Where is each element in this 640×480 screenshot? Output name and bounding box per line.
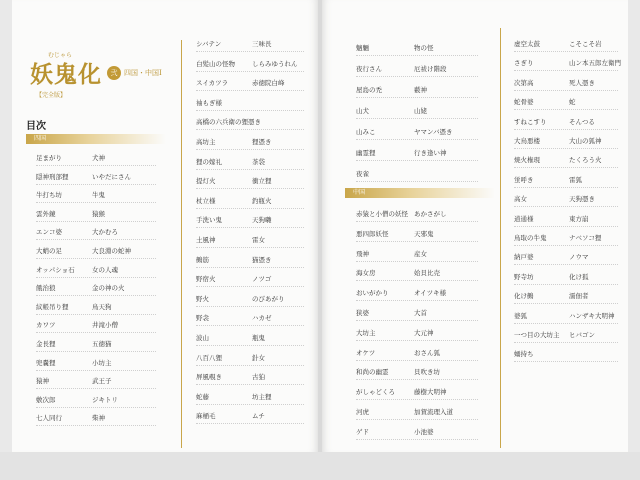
toc-row-divider: [514, 148, 618, 149]
toc-row-divider: [356, 439, 478, 440]
section-bar-shikoku: [26, 134, 166, 144]
toc-entry[interactable]: オイツキ様: [414, 289, 447, 298]
toc-row-divider: [514, 303, 618, 304]
toc-row-divider: [36, 277, 156, 278]
toc-entry[interactable]: おさん狐: [414, 348, 440, 357]
toc-entry[interactable]: 猿神: [36, 377, 49, 386]
toc-entry[interactable]: 高女: [514, 195, 527, 204]
toc-entry[interactable]: 幽霊狸: [356, 149, 376, 157]
toc-entry[interactable]: 鳥取の牛鬼: [514, 234, 547, 242]
toc-row-divider: [196, 51, 304, 52]
page-bottom-edge: [0, 452, 640, 480]
toc-entry[interactable]: 蛹持ち: [514, 350, 534, 359]
toc-entry[interactable]: 三味長: [252, 40, 272, 48]
toc-row-divider: [356, 118, 478, 119]
toc-entry[interactable]: 厄祓け階段: [414, 65, 447, 73]
toc-entry[interactable]: 犬神: [92, 154, 105, 162]
toc-entry[interactable]: 猿猴: [92, 209, 105, 218]
toc-entry[interactable]: 化け鵺: [514, 292, 534, 301]
toc-entry[interactable]: ジキトリ: [92, 395, 118, 404]
toc-entry[interactable]: 和尚の幽霊: [356, 368, 389, 377]
toc-entry[interactable]: 野衾: [196, 314, 209, 323]
toc-entry[interactable]: 八百八狸: [196, 353, 222, 362]
toc-entry[interactable]: 焼火権現: [514, 156, 540, 165]
toc-row-divider: [36, 184, 156, 185]
toc-entry[interactable]: 天狗憑き: [569, 195, 595, 204]
toc-entry[interactable]: のびあがり: [252, 294, 285, 303]
toc-entry[interactable]: 飛神: [356, 249, 369, 258]
toc-row-divider: [196, 208, 304, 209]
toc-entry[interactable]: 産女: [414, 249, 427, 258]
toc-entry[interactable]: 物の怪: [414, 44, 434, 52]
toc-row-divider: [36, 202, 156, 203]
toc-entry[interactable]: 狭婆: [356, 309, 369, 317]
toc-entry[interactable]: 山犬: [356, 107, 369, 115]
toc-row-divider: [196, 227, 304, 228]
toc-entry[interactable]: 茶袋: [252, 157, 265, 166]
toc-entry[interactable]: 高橋の六兵衛の狸憑き: [196, 118, 261, 127]
toc-entry[interactable]: いやだにさん: [92, 172, 131, 181]
toc-entry[interactable]: そんつる: [569, 117, 595, 126]
column-divider-left: [181, 40, 182, 448]
toc-row-divider: [356, 55, 478, 56]
toc-row-divider: [356, 160, 478, 161]
toc-entry[interactable]: 大元神: [414, 328, 434, 337]
toc-row-divider: [196, 325, 304, 326]
toc-entry[interactable]: 小池婆: [414, 427, 434, 436]
toc-entry[interactable]: 麻桶毛: [196, 412, 216, 421]
toc-entry[interactable]: 狸の嫁礼: [196, 157, 222, 166]
toc-row-divider: [196, 247, 304, 248]
toc-row-divider: [356, 139, 478, 140]
toc-row-divider: [514, 129, 618, 130]
toc-row-divider: [356, 221, 478, 222]
toc-entry[interactable]: 鳥天狗: [92, 302, 112, 311]
toc-row-divider: [514, 206, 618, 207]
toc-entry[interactable]: 貝吹き坊: [414, 368, 440, 377]
toc-row-divider: [36, 239, 156, 240]
toc-row-divider: [36, 258, 156, 259]
toc-entry[interactable]: 屋島の禿: [356, 86, 382, 94]
toc-entry[interactable]: シバテン: [196, 40, 222, 48]
toc-entry[interactable]: 金の神の火: [92, 284, 125, 293]
toc-row-divider: [356, 261, 478, 262]
toc-row-divider: [196, 384, 304, 385]
toc-entry[interactable]: 狸憑き: [252, 138, 272, 146]
toc-entry[interactable]: 牛鬼: [92, 191, 105, 200]
toc-entry[interactable]: 提灯火: [196, 177, 216, 186]
toc-entry[interactable]: がしゃどくろ: [356, 388, 395, 397]
toc-entry[interactable]: 大鳥悪楼: [514, 137, 540, 145]
toc-entry[interactable]: しらみゆうれん: [252, 59, 298, 68]
toc-entry[interactable]: 蛍呼き: [514, 175, 534, 184]
toc-row-divider: [514, 284, 618, 285]
toc-entry[interactable]: ヒバゴン: [569, 331, 595, 339]
section-bar-chugoku: [345, 188, 495, 198]
toc-row-divider: [514, 245, 618, 246]
toc-row-divider: [36, 351, 156, 352]
toc-entry[interactable]: 高坊主: [196, 138, 216, 146]
toc-entry[interactable]: 東方崩: [569, 214, 589, 223]
toc-entry[interactable]: 化け狐: [569, 272, 589, 281]
toc-entry[interactable]: 小坊主: [92, 358, 112, 367]
toc-entry[interactable]: 紋帳吊り狸: [36, 302, 69, 311]
column-divider-right: [500, 28, 501, 448]
toc-entry[interactable]: 姶貝比売: [414, 269, 440, 278]
toc-entry[interactable]: 山ン本五郎左衛門: [569, 59, 621, 68]
toc-row-divider: [514, 323, 618, 324]
toc-entry[interactable]: 野火: [196, 294, 209, 303]
toc-row-divider: [196, 286, 304, 287]
toc-row-divider: [36, 370, 156, 371]
toc-entry[interactable]: 河虎: [356, 408, 369, 416]
toc-entry[interactable]: 土風神: [196, 236, 216, 244]
toc-row-divider: [514, 361, 618, 362]
toc-entry[interactable]: 鵺筋: [196, 255, 209, 264]
toc-entry[interactable]: たくろう火: [569, 156, 602, 165]
toc-entry[interactable]: 針女: [252, 353, 265, 362]
toc-row-divider: [356, 300, 478, 301]
toc-row-divider: [356, 241, 478, 242]
toc-entry[interactable]: ノツゴ: [252, 275, 272, 284]
toc-row-divider: [36, 388, 156, 389]
toc-entry[interactable]: 道通様: [514, 214, 534, 223]
toc-row-divider: [514, 109, 618, 110]
volume-region: 四国・中国Ⅰ: [124, 69, 162, 77]
toc-row-divider: [196, 188, 304, 189]
toc-entry[interactable]: 魑魎: [356, 44, 369, 52]
toc-row-divider: [196, 129, 304, 130]
toc-entry[interactable]: 衝立狸: [252, 177, 272, 186]
toc-row-divider: [356, 399, 478, 400]
toc-row-divider: [356, 379, 478, 380]
toc-row-divider: [196, 149, 304, 150]
toc-row-divider: [36, 295, 156, 296]
toc-entry[interactable]: 夜雀: [356, 170, 369, 178]
toc-entry[interactable]: 次第高: [514, 78, 534, 87]
toc-entry[interactable]: 雲外鏡: [36, 209, 56, 218]
logo-subtitle: 【完全版】: [36, 92, 67, 99]
toc-row-divider: [356, 360, 478, 361]
toc-entry[interactable]: 猫憑き: [252, 255, 272, 264]
toc-entry[interactable]: 藤樹大明神: [414, 388, 447, 397]
toc-entry[interactable]: おいがかり: [356, 289, 389, 298]
toc-row-divider: [356, 97, 478, 98]
toc-entry[interactable]: 雷女: [252, 236, 265, 244]
toc-row-divider: [514, 342, 618, 343]
toc-entry[interactable]: 餓治狼: [36, 284, 56, 293]
toc-entry[interactable]: 金長狸: [36, 340, 56, 348]
toc-row-divider: [196, 90, 304, 91]
toc-entry[interactable]: ゲド: [356, 427, 369, 436]
toc-entry[interactable]: 大かむろ: [92, 228, 118, 237]
toc-entry[interactable]: 七人同行: [36, 414, 62, 423]
section-label-shikoku: 四国: [34, 135, 47, 142]
toc-row-divider: [196, 423, 304, 424]
toc-entry[interactable]: 坊主狸: [252, 392, 272, 401]
toc-row-divider: [356, 280, 478, 281]
toc-row-divider: [196, 71, 304, 72]
toc-entry[interactable]: 加賀流理入道: [414, 408, 453, 416]
toc-entry[interactable]: 瓶鬼: [252, 334, 265, 342]
toc-entry[interactable]: 行き逢い神: [414, 149, 447, 157]
toc-entry[interactable]: すねこすり: [514, 117, 547, 126]
toc-entry[interactable]: ハカゼ: [252, 314, 272, 323]
toc-row-divider: [36, 221, 156, 222]
toc-entry[interactable]: ノウマ: [569, 253, 589, 262]
toc-entry[interactable]: 夜行さん: [356, 65, 382, 73]
toc-row-divider: [36, 425, 156, 426]
toc-entry[interactable]: 敷次郎: [36, 395, 56, 404]
toc-row-divider: [36, 165, 156, 166]
toc-heading: 目次: [26, 121, 46, 132]
toc-entry[interactable]: 蛇藤: [196, 392, 209, 401]
toc-row-divider: [356, 76, 478, 77]
toc-entry[interactable]: 婆狐: [514, 311, 527, 320]
volume-badge: 弐: [107, 66, 121, 80]
toc-entry[interactable]: 大山の狐神: [569, 137, 602, 145]
toc-entry[interactable]: 山姥: [414, 107, 427, 115]
toc-row-divider: [196, 169, 304, 170]
toc-entry[interactable]: 柴神: [92, 414, 105, 423]
toc-entry[interactable]: エンコ婆: [36, 228, 62, 237]
toc-entry[interactable]: ムチ: [252, 412, 265, 421]
toc-entry[interactable]: 大首: [414, 309, 427, 317]
toc-row-divider: [514, 264, 618, 265]
toc-entry[interactable]: 白髪山の怪物: [196, 59, 235, 68]
toc-entry[interactable]: 大蛸の足: [36, 247, 62, 255]
toc-entry[interactable]: 死人憑き: [569, 78, 595, 87]
toc-entry[interactable]: さぎり: [514, 59, 534, 68]
toc-row-divider: [36, 332, 156, 333]
toc-entry[interactable]: 赤猿と小僧の妖怪: [356, 210, 408, 218]
logo-ruby: むじゃら: [48, 52, 73, 59]
toc-entry[interactable]: 杖立様: [196, 196, 216, 205]
toc-row-divider: [514, 226, 618, 227]
toc-row-divider: [356, 181, 478, 182]
toc-entry[interactable]: こそこそ岩: [569, 40, 602, 48]
toc-entry[interactable]: あかさがし: [414, 210, 447, 218]
toc-row-divider: [514, 70, 618, 71]
section-label-chugoku: 中国: [353, 189, 366, 196]
toc-entry[interactable]: 屏風覗き: [196, 373, 222, 382]
toc-entry[interactable]: 山みこ: [356, 128, 376, 136]
toc-entry[interactable]: 藪神: [414, 86, 427, 94]
toc-entry[interactable]: ハンザキ大明神: [569, 311, 615, 320]
toc-row-divider: [196, 110, 304, 111]
toc-entry[interactable]: スイカツラ: [196, 79, 229, 88]
toc-row-divider: [36, 407, 156, 408]
toc-entry[interactable]: 野寺坊: [514, 272, 534, 281]
toc-entry[interactable]: 悪四郎妖怪: [356, 229, 389, 238]
toc-row-divider: [196, 404, 304, 405]
toc-entry[interactable]: ナベソコ狸: [569, 234, 602, 242]
toc-entry[interactable]: 天邪鬼: [414, 229, 434, 238]
toc-entry[interactable]: オッパショ石: [36, 265, 75, 274]
toc-entry[interactable]: カワツ: [36, 321, 56, 330]
toc-entry[interactable]: 蛇骨婆: [514, 98, 534, 107]
logo-title: 妖鬼化: [30, 61, 102, 88]
toc-row-divider: [514, 167, 618, 168]
toc-entry[interactable]: 野宿火: [196, 275, 216, 284]
toc-row-divider: [196, 306, 304, 307]
toc-entry[interactable]: 袖もぎ様: [196, 98, 222, 107]
toc-entry[interactable]: オケツ: [356, 348, 376, 357]
toc-entry[interactable]: 大坊主: [356, 328, 376, 337]
toc-row-divider: [514, 51, 618, 52]
toc-row-divider: [514, 90, 618, 91]
toc-entry[interactable]: 手洗い鬼: [196, 216, 222, 225]
toc-entry[interactable]: 虚空太鼓: [514, 40, 540, 48]
toc-entry[interactable]: 雷狐: [569, 175, 582, 184]
toc-entry[interactable]: 兜嚢狸: [36, 358, 56, 367]
toc-row-divider: [514, 187, 618, 188]
toc-entry[interactable]: 足まがり: [36, 154, 62, 162]
toc-row-divider: [356, 320, 478, 321]
toc-entry[interactable]: 波山: [196, 334, 209, 342]
toc-row-divider: [196, 365, 304, 366]
toc-entry[interactable]: 古狛: [252, 373, 265, 382]
toc-entry[interactable]: 一つ目の大坊主: [514, 331, 560, 339]
toc-entry[interactable]: 五徳猫: [92, 340, 112, 348]
toc-entry[interactable]: 牛打ち坊: [36, 191, 62, 200]
toc-row-divider: [36, 314, 156, 315]
toc-entry[interactable]: ヤマンバ憑き: [414, 128, 453, 136]
toc-entry[interactable]: 大良淵の蛇神: [92, 247, 131, 255]
toc-entry[interactable]: 釣瓶火: [252, 196, 272, 205]
toc-entry[interactable]: 濡佃者: [569, 292, 589, 301]
toc-entry[interactable]: 蛇: [569, 98, 576, 107]
toc-entry[interactable]: 納戸婆: [514, 253, 534, 262]
toc-entry[interactable]: 女の人魂: [92, 265, 118, 274]
toc-entry[interactable]: 海女房: [356, 269, 376, 278]
toc-entry[interactable]: 天狗囃: [252, 216, 272, 225]
toc-row-divider: [356, 340, 478, 341]
toc-entry[interactable]: 武王子: [92, 377, 112, 386]
toc-row-divider: [356, 419, 478, 420]
toc-entry[interactable]: 隠神刑部狸: [36, 172, 69, 181]
toc-entry[interactable]: 赤徳院白峰: [252, 79, 285, 88]
toc-row-divider: [196, 267, 304, 268]
toc-entry[interactable]: 井滝小僧: [92, 321, 118, 330]
toc-row-divider: [196, 345, 304, 346]
